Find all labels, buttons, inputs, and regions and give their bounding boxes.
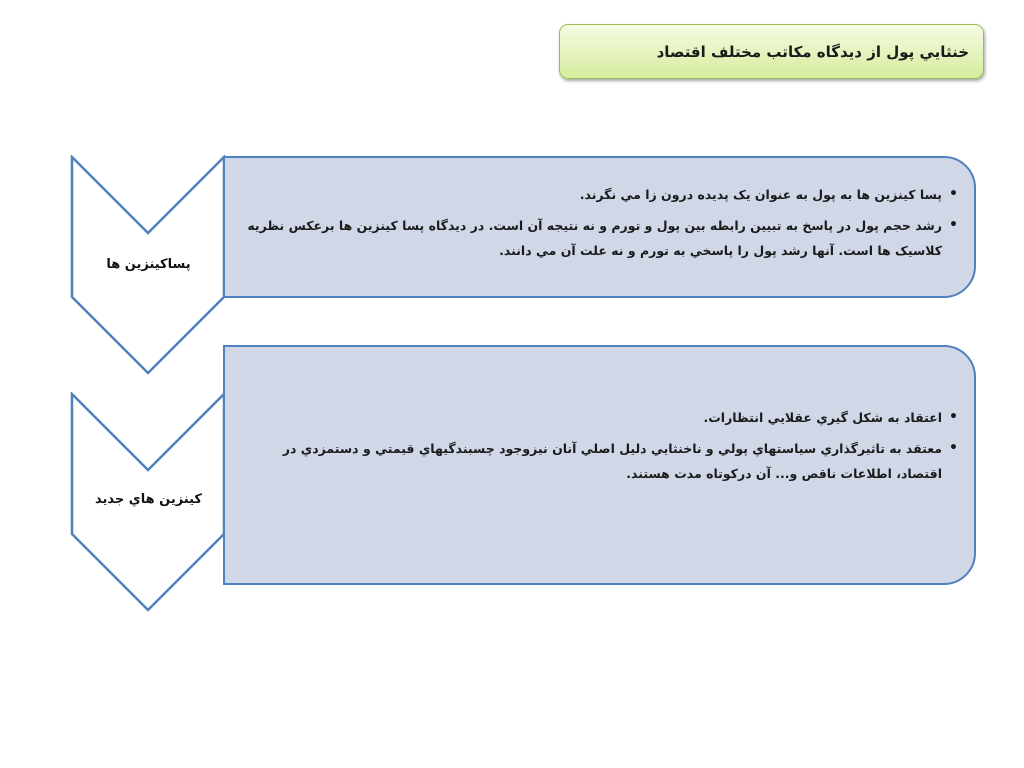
chevron-postkeynesian: [70, 155, 227, 375]
slide-title: خنثايي پول از ديدگاه مکاتب مختلف اقتصاد: [656, 42, 969, 61]
slide-title-box: [559, 24, 984, 79]
bullet-list-postkeynesian: [243, 182, 958, 263]
bullet-item: • معتقد به تاثيرگذاري سياستهاي پولي و ناخنثايي دليل اصلي آنان نيزوجود چسبندگيهاي قيمتي و دستمزدي در اقتصاد، اطلاعات ناقص و... آن درکوتاه مدت هستند.: [243, 436, 942, 486]
chevron-label-postkeynesian: پساکينزين ها: [106, 257, 191, 272]
card-postkeynesian: [223, 156, 976, 298]
bullet-item: • پسا کينزين ها به پول به عنوان يک پديده درون زا مي نگرند.: [243, 182, 942, 207]
card-newkeynesian: [223, 345, 976, 585]
bullet-item: • رشد حجم پول در پاسخ به تبيين رابطه بين پول و تورم و نه نتيجه آن است. در ديدگاه پسا کينزين ها برعکس نظريه کلاسيک ها است. آنها رشد پول را پاسخي به تورم و نه علت آن مي دانند.: [243, 213, 942, 263]
chevron-newkeynesian: [70, 392, 227, 612]
bullet-list-newkeynesian: [243, 405, 958, 486]
chevron-label-newkeynesian: کينزين هاي جديد: [95, 492, 202, 507]
bullet-item: • اعتقاد به شکل گيري عقلايي انتظارات.: [243, 405, 942, 430]
